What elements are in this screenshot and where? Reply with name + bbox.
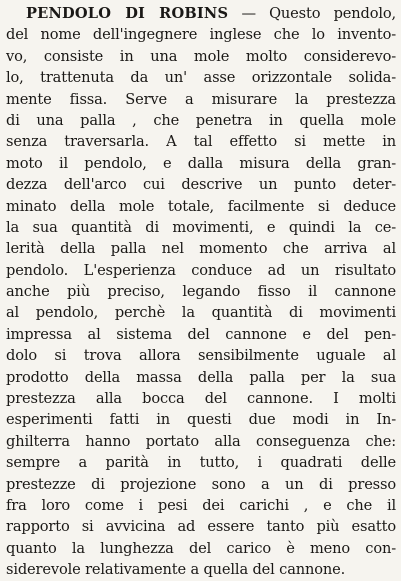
text-line-23: prestezze di projezione sono a un di presso — [6, 475, 396, 493]
text-line-9: dezza dell'arco cui descrive un punto deter- — [6, 176, 396, 194]
text-line-13: pendolo. L'esperienza conduce ad un risultato — [6, 261, 396, 279]
text-line-3: vo, consiste in una mole molto considerevo- — [6, 47, 396, 65]
text-line-26: quanto la lunghezza del carico è meno con- — [6, 539, 396, 557]
text-line-11: la sua quantità di movimenti, e quindi la ce- — [6, 218, 396, 236]
text-line-2: del nome dell'ingegnere inglese che lo invento- — [6, 26, 396, 44]
text-line-12: lerità della palla nel momento che arriva al — [6, 240, 396, 258]
text-line-6: di una palla , che penetra in quella mole — [6, 111, 396, 129]
text-line-20: esperimenti fatti in questi due modi in In- — [6, 411, 396, 429]
text-line-10: minato della mole totale, facilmente si deduce — [6, 197, 396, 215]
text-line-4: lo, trattenuta da un' asse orizzontale solida- — [6, 69, 396, 87]
text-line-14: anche più preciso, legando fisso il cannone — [6, 283, 396, 301]
text-line-18: prodotto della massa della palla per la sua — [6, 368, 396, 386]
text-line-16: impressa al sistema del cannone e del pen- — [6, 325, 396, 343]
text-line-22: sempre a parità in tutto, i quadrati delle — [6, 454, 396, 472]
text-line-8: moto il pendolo, e dalla misura della gran- — [6, 154, 396, 172]
text-line-27: siderevole relativamente a quella del cannone. — [6, 561, 346, 579]
text-line-24: fra loro come i pesi dei carichi , e che il — [6, 496, 396, 514]
text-line-21: ghilterra hanno portato alla conseguenza che: — [6, 432, 396, 450]
text-line-19: prestezza alla bocca del cannone. I molti — [6, 390, 396, 408]
text-line-15: al pendolo, perchè la quantità di movimenti — [6, 304, 396, 322]
text-line-7: senza traversarla. A tal effetto si mette in — [6, 133, 396, 151]
article-heading: PENDOLO DI ROBINS — [26, 5, 229, 22]
text-line-25: rapporto si avvicina ad essere tanto più esatto — [6, 518, 396, 536]
text-line-17: dolo si trova allora sensibilmente uguale al — [6, 347, 396, 365]
text-line-1 — [6, 3, 396, 24]
article-text-block — [6, 3, 396, 581]
text-line-5: mente fissa. Serve a misurare la prestezza — [6, 90, 396, 108]
text-line-1-rest: — Questo pendolo, — [228, 5, 396, 22]
